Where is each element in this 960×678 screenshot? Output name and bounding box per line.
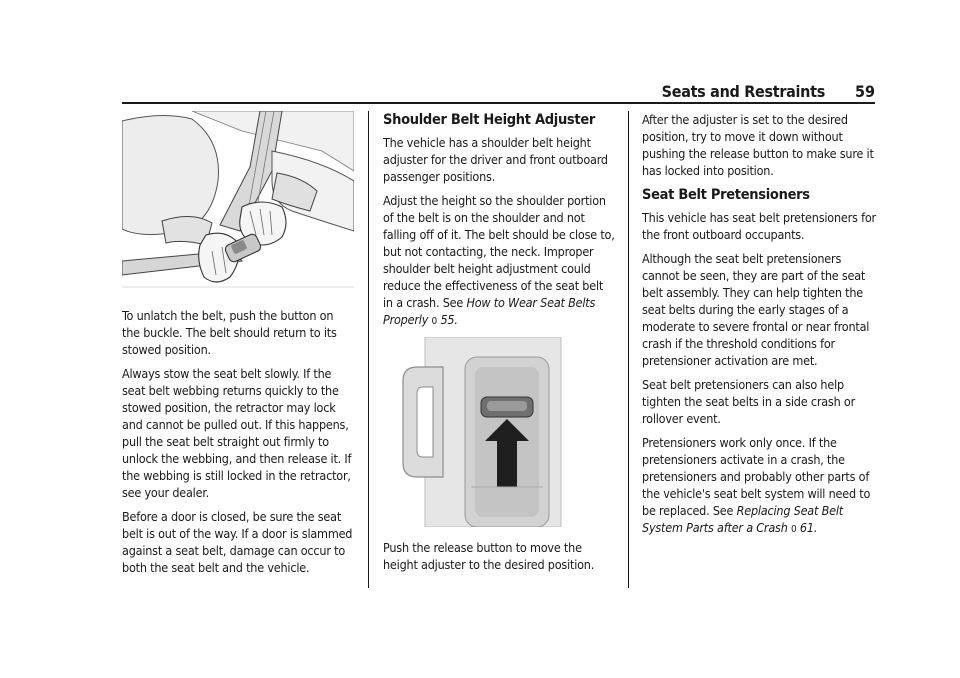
reference-title[interactable]: How to Wear Seat Belts Properly	[383, 295, 596, 327]
belt-height-adjuster-illustration-icon	[383, 337, 615, 527]
section-heading: Shoulder Belt Height Adjuster	[383, 112, 596, 128]
paragraph-text: Pretensioners work only once. If the pretensioners activate in a crash, the pretensioners and probably other parts of the vehicle's seat belt system will need to be replaced. See	[642, 435, 871, 518]
right-column	[642, 111, 877, 545]
page-number: 59	[854, 82, 875, 101]
seat-belt-unlatch-illustration-icon	[122, 111, 354, 295]
paragraph: This vehicle has seat belt pretensioners for the front outboard occupants.	[642, 210, 876, 242]
paragraph: To unlatch the belt, push the button on the buckle. The belt should return to its stowed position.	[122, 308, 337, 357]
paragraph-with-reference	[642, 434, 877, 538]
left-column	[122, 111, 354, 583]
middle-column	[383, 111, 615, 580]
paragraph: Although the seat belt pretensioners cannot be seen, they are part of the seat belt assembly. They can help tighten the seat belts during the early stages of a moderate to severe frontal or near frontal crash if the threshold conditions for pretensioner activation are met.	[642, 251, 870, 368]
paragraph: The vehicle has a shoulder belt height adjuster for the driver and front outboard passenger positions.	[383, 135, 608, 184]
reference-page[interactable]: 55.	[440, 312, 458, 327]
section-title: Seats and Restraints	[661, 82, 825, 101]
section-heading: Seat Belt Pretensioners	[642, 187, 810, 203]
column-divider	[368, 111, 369, 588]
paragraph-with-reference	[383, 192, 615, 330]
reference-title[interactable]: Replacing Seat Belt System Parts after a Crash	[642, 503, 843, 535]
paragraph-text: Adjust the height so the shoulder portion of the belt is on the shoulder and not falling off of it. The belt should be close to, but not contacting, the neck. Improper shoulder belt height adjustment could reduce the effectiveness of the seat belt in a crash. See	[383, 193, 615, 310]
paragraph: Seat belt pretensioners can also help tighten the seat belts in a side crash or rollover event.	[642, 377, 855, 426]
reference-page[interactable]: 61.	[799, 520, 818, 535]
paragraph: Always stow the seat belt slowly. If the seat belt webbing returns quickly to the stowed position, the retractor may lock and cannot be pulled out. If this happens, pull the seat belt straight out firmly to unlock the webbing, and then release it. If the webbing is still locked in the retractor, see your dealer.	[122, 366, 352, 500]
page-reference-arrow-icon: 0	[431, 316, 438, 327]
page-header	[122, 82, 875, 104]
column-divider	[628, 111, 629, 588]
paragraph: After the adjuster is set to the desired position, try to move it down without pushing the release button to make sure it has locked into position.	[642, 112, 874, 178]
page-reference-arrow-icon: 0	[791, 524, 797, 535]
paragraph: Before a door is closed, be sure the seat belt is out of the way. If a door is slammed against a seat belt, damage can occur to both the seat belt and the vehicle.	[122, 509, 353, 575]
paragraph: Push the release button to move the height adjuster to the desired position.	[383, 540, 595, 572]
